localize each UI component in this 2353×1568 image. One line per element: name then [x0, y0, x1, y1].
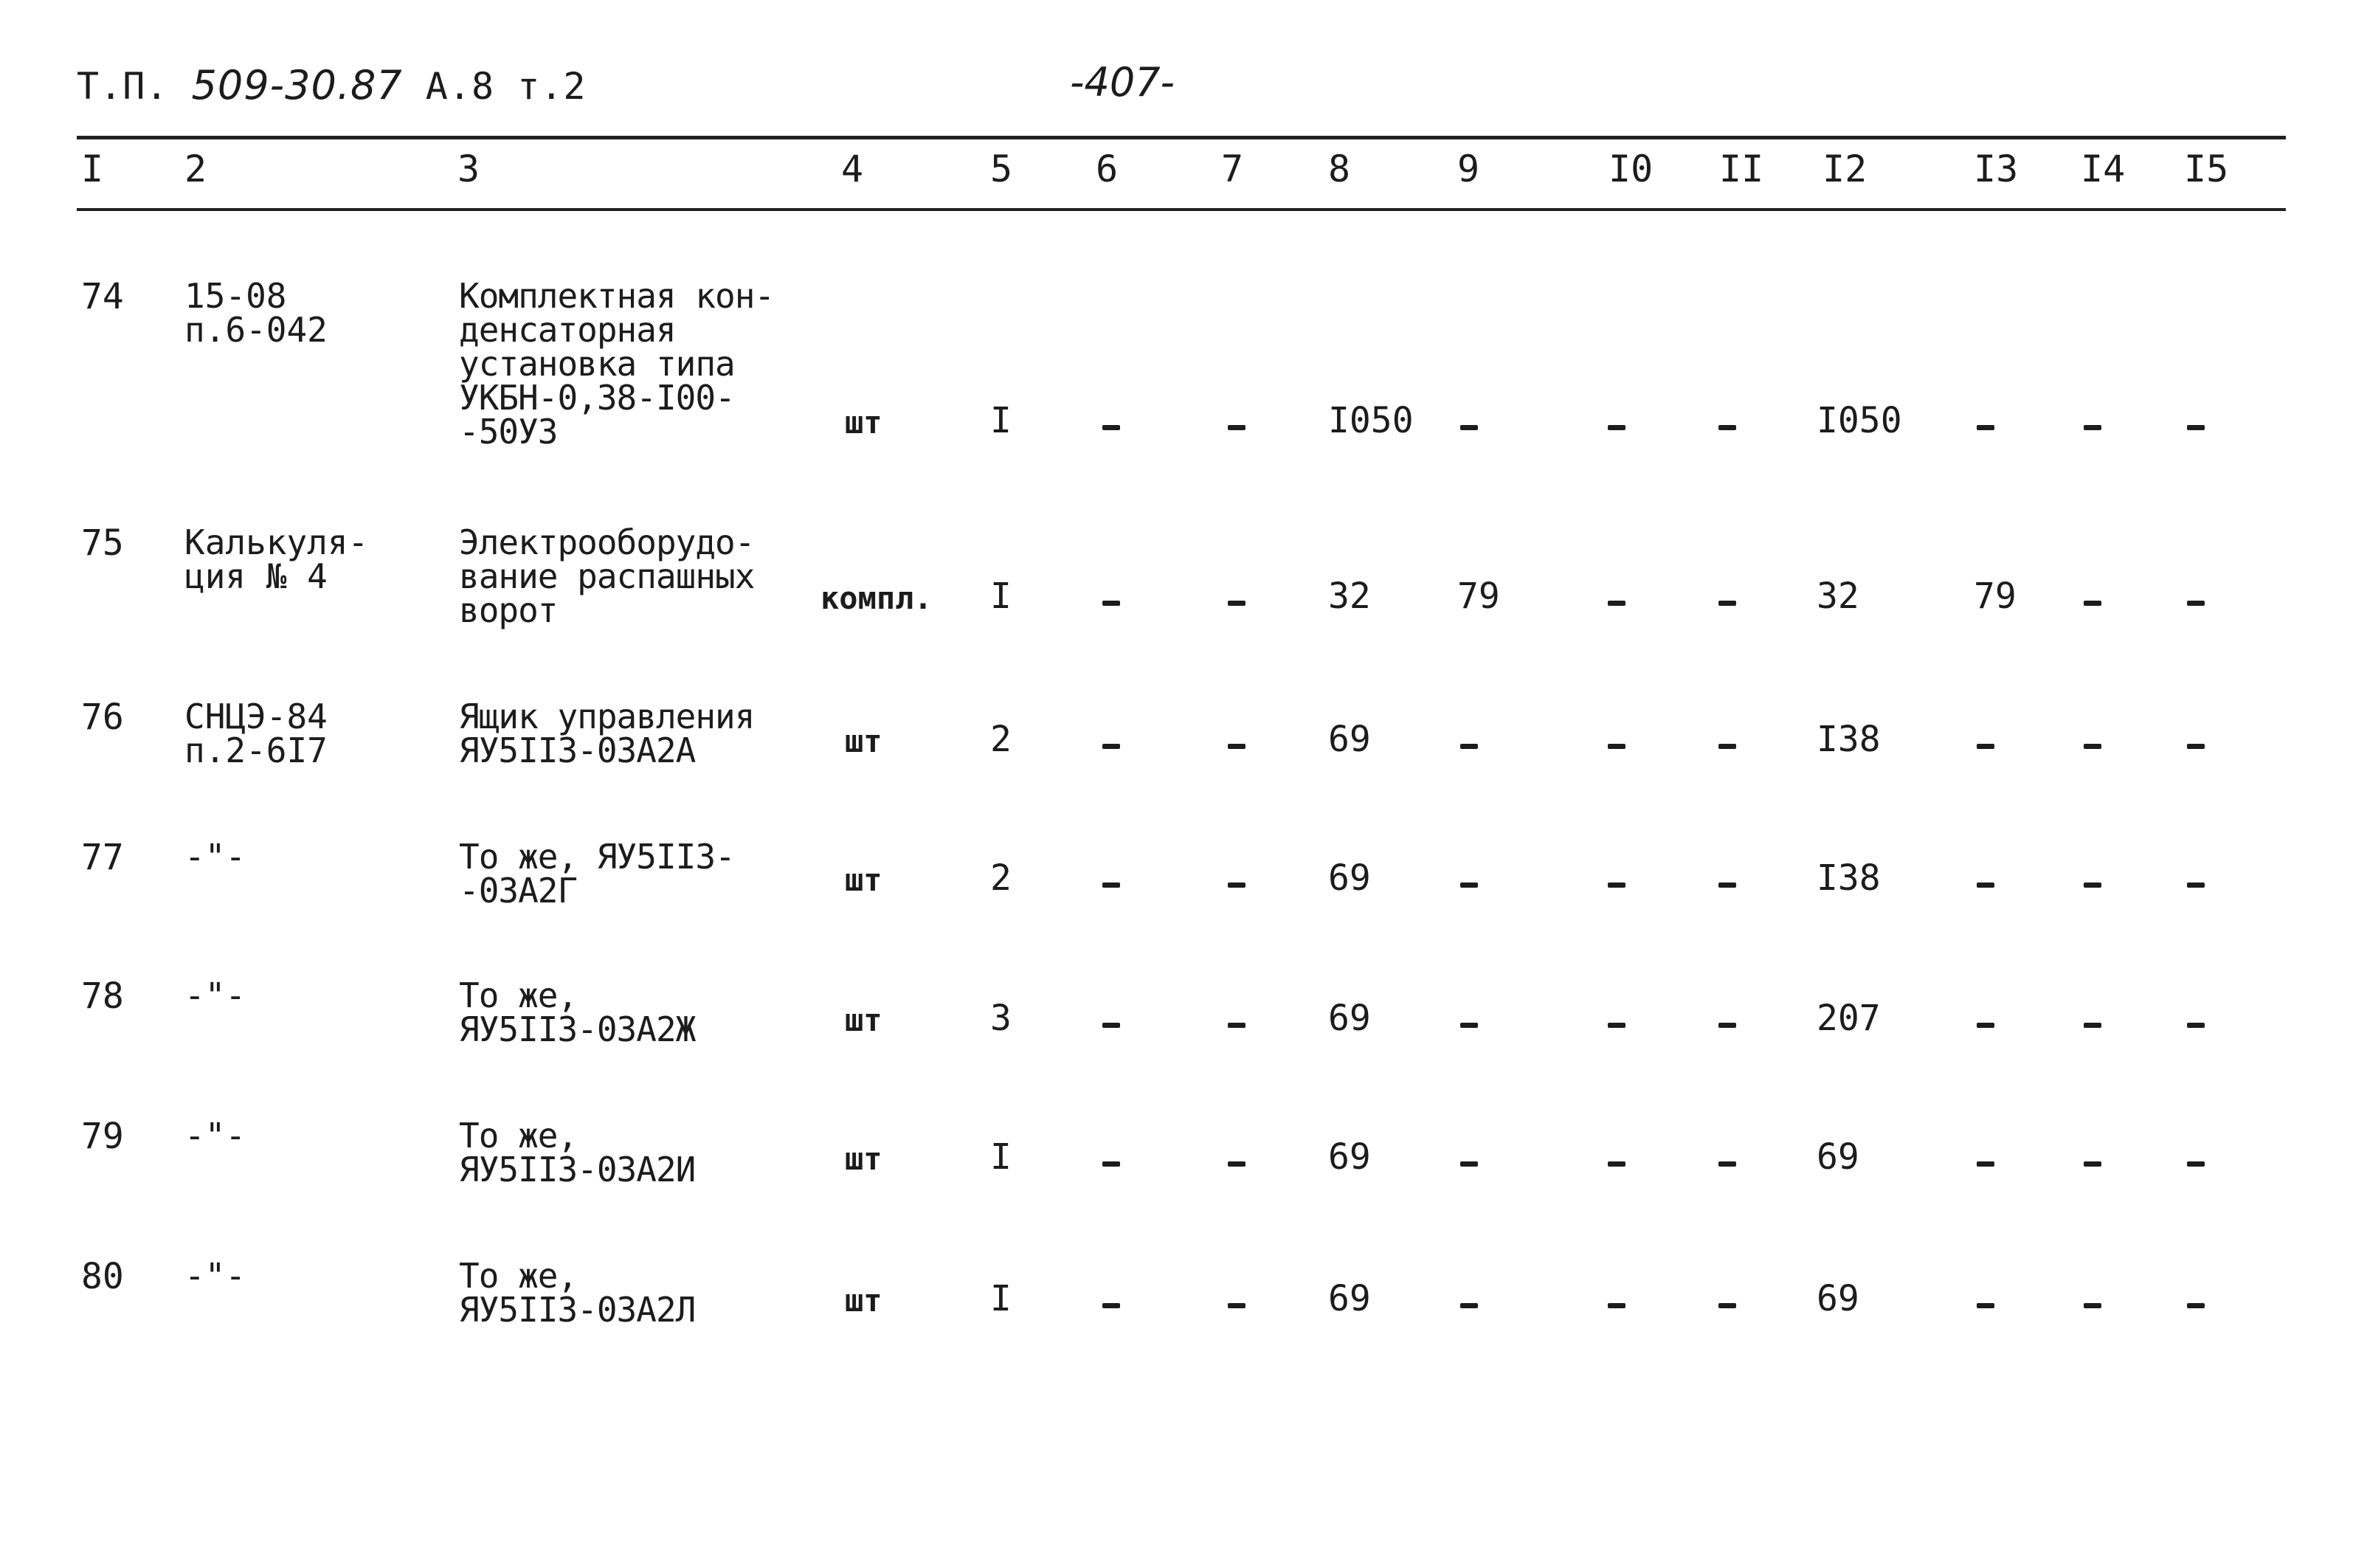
- row-c13-dash: [1977, 425, 1994, 430]
- row-c9-dash: [1460, 425, 1478, 430]
- row-c15-dash: [2187, 1161, 2205, 1167]
- row-c12: I38: [1817, 857, 1881, 899]
- row-source: -"-: [184, 837, 246, 877]
- row-number: 77: [81, 837, 124, 878]
- row-qty: 3: [990, 998, 1012, 1039]
- row-description: Комплектная кон- денсаторная установка типа УКБН-0,38-I00- -50У3: [459, 276, 775, 452]
- row-c10-dash: [1608, 425, 1625, 430]
- row-c10-dash: [1608, 1023, 1625, 1028]
- row-c15-dash: [2187, 601, 2205, 606]
- row-c11-dash: [1718, 1161, 1736, 1167]
- row-c8: 32: [1328, 576, 1371, 617]
- row-c11-dash: [1718, 1303, 1736, 1308]
- row-c11-dash: [1718, 601, 1736, 606]
- row-c7-dash: [1228, 883, 1245, 888]
- row-description: То же, ЯУ5II3-03А2Ж: [459, 975, 696, 1049]
- row-c13-dash: [1977, 1161, 1994, 1167]
- row-c8: I050: [1328, 400, 1414, 441]
- row-c15-dash: [2187, 425, 2205, 430]
- column-number-10: I0: [1609, 148, 1654, 190]
- row-c8: 69: [1328, 857, 1371, 899]
- row-c14-dash: [2084, 425, 2101, 430]
- row-c6-dash: [1102, 1303, 1120, 1308]
- row-c6-dash: [1102, 883, 1120, 888]
- row-c14-dash: [2084, 883, 2101, 888]
- row-c9: 79: [1457, 576, 1500, 617]
- row-c9-dash: [1460, 1161, 1478, 1167]
- row-qty: I: [990, 1136, 1012, 1178]
- doc-prefix: Т.П.: [77, 65, 169, 108]
- row-c13-dash: [1977, 883, 1994, 888]
- row-unit: шт: [845, 404, 882, 441]
- row-c14-dash: [2084, 744, 2101, 749]
- row-c13-dash: [1977, 1023, 1994, 1028]
- row-c12: 32: [1817, 576, 1859, 617]
- header-rule-top: [77, 136, 2286, 139]
- row-c8: 69: [1328, 1278, 1371, 1319]
- column-number-7: 7: [1221, 148, 1244, 190]
- row-source: Калькуля- ция № 4: [184, 522, 369, 596]
- row-source: СНЦЭ-84 п.2-6I7: [184, 697, 328, 770]
- row-c7-dash: [1228, 744, 1245, 749]
- row-source: -"-: [184, 975, 246, 1015]
- row-c7-dash: [1228, 1303, 1245, 1308]
- row-c11-dash: [1718, 1023, 1736, 1028]
- row-c11-dash: [1718, 883, 1736, 888]
- row-c15-dash: [2187, 1303, 2205, 1308]
- column-number-9: 9: [1457, 148, 1480, 190]
- column-number-11: II: [1719, 148, 1764, 190]
- row-c14-dash: [2084, 1023, 2101, 1028]
- row-source: 15-08 п.6-042: [184, 276, 328, 350]
- row-c10-dash: [1608, 601, 1625, 606]
- row-c8: 69: [1328, 998, 1371, 1039]
- row-c12: 207: [1817, 998, 1881, 1039]
- row-unit: шт: [845, 1002, 882, 1038]
- row-number: 76: [81, 697, 124, 738]
- row-c9-dash: [1460, 744, 1478, 749]
- row-qty: I: [990, 400, 1012, 441]
- row-c13-dash: [1977, 1303, 1994, 1308]
- document-code: [77, 62, 587, 108]
- row-c13-dash: [1977, 744, 1994, 749]
- header-rule-bottom: [77, 208, 2286, 211]
- row-c14-dash: [2084, 601, 2101, 606]
- row-c12: 69: [1817, 1278, 1859, 1319]
- row-c11-dash: [1718, 744, 1736, 749]
- row-c6-dash: [1102, 744, 1120, 749]
- row-c6-dash: [1102, 1161, 1120, 1167]
- row-c12: I38: [1817, 719, 1881, 760]
- row-c14-dash: [2084, 1161, 2101, 1167]
- row-c10-dash: [1608, 1303, 1625, 1308]
- page-number: -407-: [1070, 59, 1175, 106]
- row-unit: шт: [845, 723, 882, 759]
- row-unit: компл.: [820, 580, 933, 616]
- column-number-6: 6: [1096, 148, 1119, 190]
- row-number: 74: [81, 276, 124, 317]
- row-c6-dash: [1102, 1023, 1120, 1028]
- row-c10-dash: [1608, 1161, 1625, 1167]
- row-number: 80: [81, 1256, 124, 1297]
- row-qty: I: [990, 1278, 1012, 1319]
- row-c8: 69: [1328, 1136, 1371, 1178]
- row-description: То же, ЯУ5II3- -03А2Г: [459, 837, 735, 911]
- row-c9-dash: [1460, 1023, 1478, 1028]
- column-number-15: I5: [2184, 148, 2229, 190]
- column-number-14: I4: [2081, 148, 2126, 190]
- row-c11-dash: [1718, 425, 1736, 430]
- album-label: А.8 т.2: [425, 65, 587, 108]
- column-number-4: 4: [841, 148, 864, 190]
- row-description: Электрооборудо- вание распашных ворот: [459, 522, 755, 630]
- row-c6-dash: [1102, 601, 1120, 606]
- doc-number: 509-30.87: [191, 62, 403, 108]
- column-number-3: 3: [457, 148, 480, 190]
- row-c6-dash: [1102, 425, 1120, 430]
- row-c12: 69: [1817, 1136, 1859, 1178]
- row-number: 75: [81, 522, 124, 564]
- row-number: 79: [81, 1116, 124, 1157]
- column-number-1: I: [81, 148, 104, 190]
- row-source: -"-: [184, 1116, 246, 1156]
- row-c7-dash: [1228, 1161, 1245, 1167]
- row-description: То же, ЯУ5II3-03А2Л: [459, 1256, 696, 1330]
- row-description: Ящик управления ЯУ5II3-03А2А: [459, 697, 755, 770]
- column-number-8: 8: [1328, 148, 1351, 190]
- row-c7-dash: [1228, 1023, 1245, 1028]
- row-number: 78: [81, 975, 124, 1017]
- row-qty: I: [990, 576, 1012, 617]
- row-c13: 79: [1974, 576, 2017, 617]
- row-c7-dash: [1228, 601, 1245, 606]
- row-c15-dash: [2187, 744, 2205, 749]
- row-c10-dash: [1608, 744, 1625, 749]
- row-c10-dash: [1608, 883, 1625, 888]
- row-c12: I050: [1817, 400, 1902, 441]
- row-c9-dash: [1460, 883, 1478, 888]
- row-qty: 2: [990, 719, 1012, 760]
- column-number-12: I2: [1822, 148, 1867, 190]
- row-c14-dash: [2084, 1303, 2101, 1308]
- row-unit: шт: [845, 1282, 882, 1319]
- column-number-2: 2: [184, 148, 207, 190]
- column-number-5: 5: [990, 148, 1013, 190]
- row-unit: шт: [845, 1141, 882, 1177]
- column-number-13: I3: [1974, 148, 2019, 190]
- row-c7-dash: [1228, 425, 1245, 430]
- row-source: -"-: [184, 1256, 246, 1296]
- row-c15-dash: [2187, 883, 2205, 888]
- row-c8: 69: [1328, 719, 1371, 760]
- row-description: То же, ЯУ5II3-03А2И: [459, 1116, 696, 1189]
- row-c15-dash: [2187, 1023, 2205, 1028]
- row-qty: 2: [990, 857, 1012, 899]
- row-c9-dash: [1460, 1303, 1478, 1308]
- row-unit: шт: [845, 862, 882, 898]
